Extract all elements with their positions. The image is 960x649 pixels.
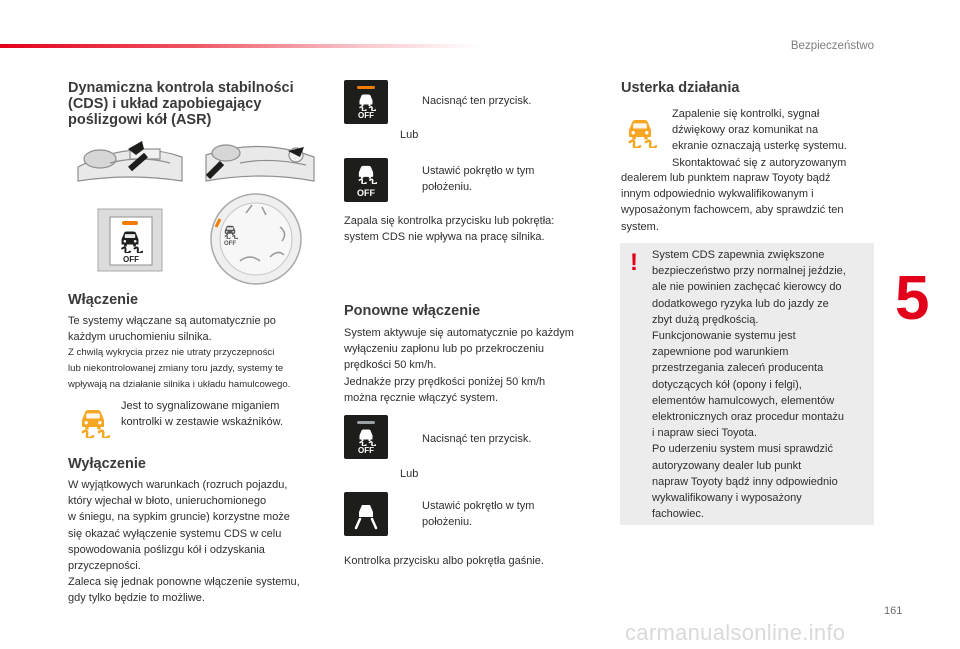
step-set-knob: Ustawić pokrętło w tym położeniu. bbox=[422, 165, 535, 193]
goes-out-note: Kontrolka przycisku albo pokrętła gaśnie. bbox=[344, 555, 544, 567]
lights-note: Zapala się kontrolka przycisku lub pokrętła: system CDS nie wpływa na pracę silnika. bbox=[344, 215, 555, 244]
dashboard-left-illustration bbox=[78, 149, 182, 181]
step-press-button: Nacisnąć ten przycisk. bbox=[422, 95, 532, 107]
main-title: Dynamiczna kontrola stabilności (CDS) i układ zapobiegający poślizgowi kół (ASR) bbox=[68, 80, 294, 128]
svg-text:OFF: OFF bbox=[224, 241, 236, 247]
heading-enable: Włączenie bbox=[68, 292, 139, 308]
heading-reenable: Ponowne włączenie bbox=[344, 303, 481, 319]
lane-car-icon bbox=[350, 498, 382, 530]
header-accent-bar bbox=[0, 44, 480, 48]
cds-off-button-unlit[interactable] bbox=[344, 415, 388, 459]
skid-icon bbox=[356, 426, 376, 446]
watermark: carmanualsonline.info bbox=[625, 620, 846, 645]
off-label: OFF bbox=[358, 111, 374, 120]
reenable-paragraph: System aktywuje się automatycznie po każdym wyłączeniu zapłonu lub po przekroczeniu prędkości 50 km/h. Jednakże przy prędkości poniżej 50 km/h można ręcznie włączyć system. bbox=[344, 327, 574, 404]
cds-off-button-lit[interactable] bbox=[344, 80, 388, 124]
or-label-2: Lub bbox=[400, 468, 419, 480]
enable-detail: Z chwilą wykrycia przez nie utraty przyczepności lub niekontrolowanej zmiany toru jazdy, systemy te wpływają na działanie silnika i układu hamulcowego. bbox=[68, 347, 291, 391]
svg-text:OFF: OFF bbox=[123, 255, 139, 264]
warning-icon: ! bbox=[630, 249, 638, 276]
or-label: Lub bbox=[400, 129, 419, 141]
skid-icon bbox=[355, 162, 377, 184]
indicator-note: Jest to sygnalizowane miganiem kontrolki w zestawie wskaźników. bbox=[121, 400, 284, 429]
skid-fault-icon bbox=[623, 114, 657, 148]
fault-paragraph-indent: Zapalenie się kontrolki, sygnał dźwiękowy oraz komunikat na ekranie oznaczają usterkę systemu. Skontaktować się z autoryzowanym bbox=[672, 108, 847, 169]
heading-disable: Wyłączenie bbox=[68, 456, 146, 472]
section-title: Bezpieczeństwo bbox=[790, 40, 874, 52]
dashboard-diagram bbox=[70, 137, 320, 287]
button-off-closeup bbox=[98, 209, 162, 271]
page-number: 161 bbox=[884, 605, 903, 617]
step-press-button-2: Nacisnąć ten przycisk. bbox=[422, 433, 532, 445]
cds-knob-position-lit[interactable] bbox=[344, 158, 388, 202]
chapter-number: 5 bbox=[895, 264, 930, 333]
button-indicator-lit bbox=[357, 86, 375, 89]
heading-fault: Usterka działania bbox=[621, 80, 740, 96]
button-indicator-off bbox=[357, 421, 375, 424]
fault-paragraph: dealerem lub punktem napraw Toyoty bądź innym odpowiednio wykwalifikowanym i wyposażonym fachowcem, aby sprawdzić ten system. bbox=[621, 172, 844, 233]
skid-icon bbox=[356, 91, 376, 111]
off-label: OFF bbox=[358, 446, 374, 455]
skid-warning-icon bbox=[76, 404, 110, 438]
enable-paragraph: Te systemy włączane są automatycznie po każdym uruchomieniu silnika. bbox=[68, 315, 276, 344]
off-label: OFF bbox=[357, 188, 375, 198]
warning-box bbox=[620, 243, 874, 525]
step-set-knob-2: Ustawić pokrętło w tym położeniu. bbox=[422, 500, 535, 528]
knob-closeup bbox=[211, 194, 301, 284]
warning-text: System CDS zapewnia zwiększone bezpieczeństwo przy normalnej jeździe, ale nie powinien zachęcać kierowcy do dodatkowego ryzyka lub do jazdy ze zbyt dużą prędkością. Funkcjonowanie systemu jest zapewnione pod warunkiem przestrzegania zaleceń producenta dotyczących kół (opony i felgi), elementów hamulcowych, elementów elektronicznych oraz procedur montażu i napraw sieci Toyota. Po uderzeniu system musi sprawdzić autoryzowany dealer lub punkt napraw Toyoty bądź inny odpowiednio wykwalifikowany i wyposażony fachowiec. bbox=[652, 249, 846, 521]
cds-knob-position-on[interactable] bbox=[344, 492, 388, 536]
disable-paragraph: W wyjątkowych warunkach (rozruch pojazdu, który wjechał w błoto, unieruchomionego w śniegu, na sypkim gruncie) korzystne może się okazać wyłączenie systemu CDS w celu spowodowania poślizgu kół i odzyskania przyczepności. Zaleca się jednak ponowne włączenie systemu, gdy tylko będzie to możliwe. bbox=[68, 479, 300, 605]
